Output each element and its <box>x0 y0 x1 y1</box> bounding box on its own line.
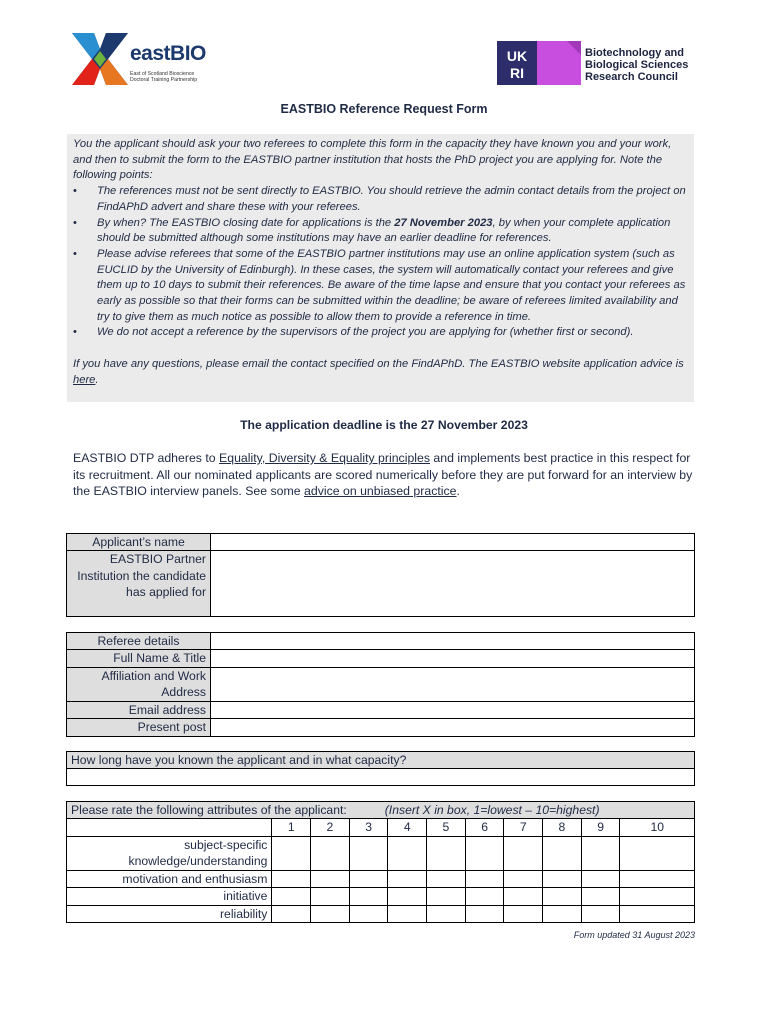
rating-checkbox-cell[interactable] <box>388 905 427 922</box>
full-name-field[interactable] <box>211 650 695 667</box>
rating-header <box>67 802 695 819</box>
ukri-mark-icon <box>497 41 581 85</box>
applicant-name-field[interactable] <box>211 534 695 551</box>
rating-row <box>67 836 695 870</box>
full-name-label: Full Name & Title <box>67 650 211 667</box>
rating-checkbox-cell[interactable] <box>272 905 311 922</box>
rating-checkbox-cell[interactable] <box>272 870 311 887</box>
rating-row <box>67 888 695 905</box>
rating-checkbox-cell[interactable] <box>581 905 620 922</box>
edi-text: EASTBIO DTP adheres to <box>73 451 220 465</box>
rating-checkbox-cell[interactable] <box>620 888 695 905</box>
rating-hint: (Insert X in box, 1=lowest – 10=highest) <box>384 803 600 817</box>
rating-checkbox-cell[interactable] <box>427 888 466 905</box>
attribute-label: motivation and enthusiasm <box>67 870 272 887</box>
affiliation-field[interactable] <box>211 667 695 701</box>
scale-header-7: 7 <box>504 819 543 836</box>
rating-checkbox-cell[interactable] <box>504 870 543 887</box>
form-updated-note: Form updated 31 August 2023 <box>573 930 695 940</box>
edi-principles-link[interactable]: Equality, Diversity & Equality principles <box>219 451 430 465</box>
edi-text: . <box>456 484 460 498</box>
rating-checkbox-cell[interactable] <box>465 888 504 905</box>
advice-here-link[interactable]: here <box>73 373 96 386</box>
scale-header-1: 1 <box>272 819 311 836</box>
rating-checkbox-cell[interactable] <box>349 836 388 870</box>
rating-checkbox-cell[interactable] <box>272 888 311 905</box>
instruction-bullet: • Please advise referees that some of the EASTBIO partner institutions may use an online application system (such as EUCLID by the University of Edinburgh). In these cases, the system will automatically contact your referees and give them up to 10 days to submit their references. Be aware of the time lapse and ensure that you contact your referees as early as possible so that their forms can be submitted within the deadline; be aware of referees limited availability and try to give them as much notice as possible to allow them to provide a reference in time. <box>73 247 688 326</box>
rating-checkbox-cell[interactable] <box>620 870 695 887</box>
instructions-box <box>67 134 694 402</box>
instruction-bullet: • We do not accept a reference by the supervisors of the project you are applying for (whether first or second). <box>73 325 688 341</box>
applicant-table <box>66 533 695 617</box>
svg-text:UK: UK <box>506 48 528 64</box>
rating-checkbox-cell[interactable] <box>349 905 388 922</box>
known-question: How long have you known the applicant and in what capacity? <box>67 752 695 769</box>
rating-checkbox-cell[interactable] <box>581 836 620 870</box>
rating-checkbox-cell[interactable] <box>388 870 427 887</box>
rating-checkbox-cell[interactable] <box>427 905 466 922</box>
scale-header-10: 10 <box>620 819 695 836</box>
applicant-name-label: Applicant’s name <box>67 534 211 551</box>
rating-checkbox-cell[interactable] <box>311 905 350 922</box>
rating-checkbox-cell[interactable] <box>465 870 504 887</box>
rating-checkbox-cell[interactable] <box>311 836 350 870</box>
instructions-intro: You the applicant should ask your two referees to complete this form in the capacity they have known you and your work, and then to submit the form to the EASTBIO partner institution that hosts the PhD project you are applying for. Note the following points: <box>73 138 672 182</box>
scale-header-3: 3 <box>349 819 388 836</box>
rating-checkbox-cell[interactable] <box>620 836 695 870</box>
referee-details-label: Referee details <box>67 633 211 650</box>
deadline-heading: The application deadline is the 27 November 2023 <box>240 418 528 432</box>
scale-header-2: 2 <box>311 819 350 836</box>
rating-checkbox-cell[interactable] <box>465 905 504 922</box>
ukri-bbsrc-logo <box>497 41 697 85</box>
referee-details-field[interactable] <box>211 633 695 650</box>
attribute-label: initiative <box>67 888 272 905</box>
scale-header-9: 9 <box>581 819 620 836</box>
scale-header-5: 5 <box>427 819 466 836</box>
email-label: Email address <box>67 701 211 718</box>
rating-checkbox-cell[interactable] <box>465 836 504 870</box>
rating-header-text: Please rate the following attributes of the applicant: <box>71 803 347 817</box>
eastbio-brand: eastBIO <box>130 42 206 65</box>
rating-checkbox-cell[interactable] <box>311 888 350 905</box>
instruction-bullet <box>73 216 688 247</box>
unbiased-practice-link[interactable]: advice on unbiased practice <box>304 484 457 498</box>
attribute-label: reliability <box>67 905 272 922</box>
attribute-label: subject-specific knowledge/understanding <box>67 836 272 870</box>
rating-checkbox-cell[interactable] <box>543 836 582 870</box>
rating-checkbox-cell[interactable] <box>581 870 620 887</box>
questions-end: . <box>95 373 99 386</box>
eastbio-subtitle: East of Scotland Bioscience Doctoral Training Partnership <box>130 71 198 83</box>
rating-checkbox-cell[interactable] <box>388 888 427 905</box>
instruction-bullet: • The references must not be sent directly to EASTBIO. You should retrieve the admin contact details from the project on FindAPhD advert and share these with your referees. <box>73 184 688 215</box>
bbsrc-name: Biotechnology and Biological Sciences Research Council <box>585 47 689 83</box>
present-post-label: Present post <box>67 719 211 736</box>
scale-header-6: 6 <box>465 819 504 836</box>
eastbio-logo <box>72 33 207 85</box>
bullet-text: , by when your complete application should be submitted although some institutions may have an earlier deadline for references. <box>97 216 671 245</box>
present-post-field[interactable] <box>211 719 695 736</box>
closing-date: 27 November 2023 <box>394 216 493 229</box>
rating-checkbox-cell[interactable] <box>620 905 695 922</box>
scale-header-4: 4 <box>388 819 427 836</box>
referee-table <box>66 632 695 737</box>
known-applicant-table <box>66 751 695 786</box>
rating-checkbox-cell[interactable] <box>349 888 388 905</box>
rating-checkbox-cell[interactable] <box>388 836 427 870</box>
form-title: EASTBIO Reference Request Form <box>280 102 488 116</box>
rating-checkbox-cell[interactable] <box>543 905 582 922</box>
scale-corner <box>67 819 272 836</box>
edi-text: and implements best practice in this respect for its recruitment. All our nominated applicants are scored numerically before they are put forward for an interview by the EASTBIO interview panels. See some <box>73 451 693 498</box>
rating-checkbox-cell[interactable] <box>427 836 466 870</box>
rating-checkbox-cell[interactable] <box>543 888 582 905</box>
institution-field[interactable] <box>211 551 695 617</box>
scale-row <box>67 819 695 836</box>
rating-checkbox-cell[interactable] <box>349 870 388 887</box>
affiliation-label: Affiliation and Work Address <box>67 667 211 701</box>
rating-checkbox-cell[interactable] <box>504 905 543 922</box>
email-field[interactable] <box>211 701 695 718</box>
svg-text:RI: RI <box>510 65 524 81</box>
instructions-list <box>73 184 688 341</box>
bullet-text: By when? The EASTBIO closing date for applications is the <box>97 216 395 229</box>
rating-table <box>66 801 695 923</box>
questions-note <box>73 357 688 388</box>
known-answer-field[interactable] <box>67 769 695 786</box>
rating-checkbox-cell[interactable] <box>427 870 466 887</box>
rating-row <box>67 870 695 887</box>
rating-checkbox-cell[interactable] <box>504 888 543 905</box>
rating-checkbox-cell[interactable] <box>311 870 350 887</box>
scale-header-8: 8 <box>543 819 582 836</box>
rating-checkbox-cell[interactable] <box>504 836 543 870</box>
institution-label: EASTBIO Partner Institution the candidate has applied for <box>67 551 211 617</box>
edi-paragraph <box>73 450 693 500</box>
rating-checkbox-cell[interactable] <box>581 888 620 905</box>
rating-checkbox-cell[interactable] <box>543 870 582 887</box>
rating-checkbox-cell[interactable] <box>272 836 311 870</box>
questions-text: If you have any questions, please email the contact specified on the FindAPhD. The EASTBIO website application advice is <box>73 357 684 370</box>
rating-row <box>67 905 695 922</box>
eastbio-saltire-icon <box>72 33 128 85</box>
